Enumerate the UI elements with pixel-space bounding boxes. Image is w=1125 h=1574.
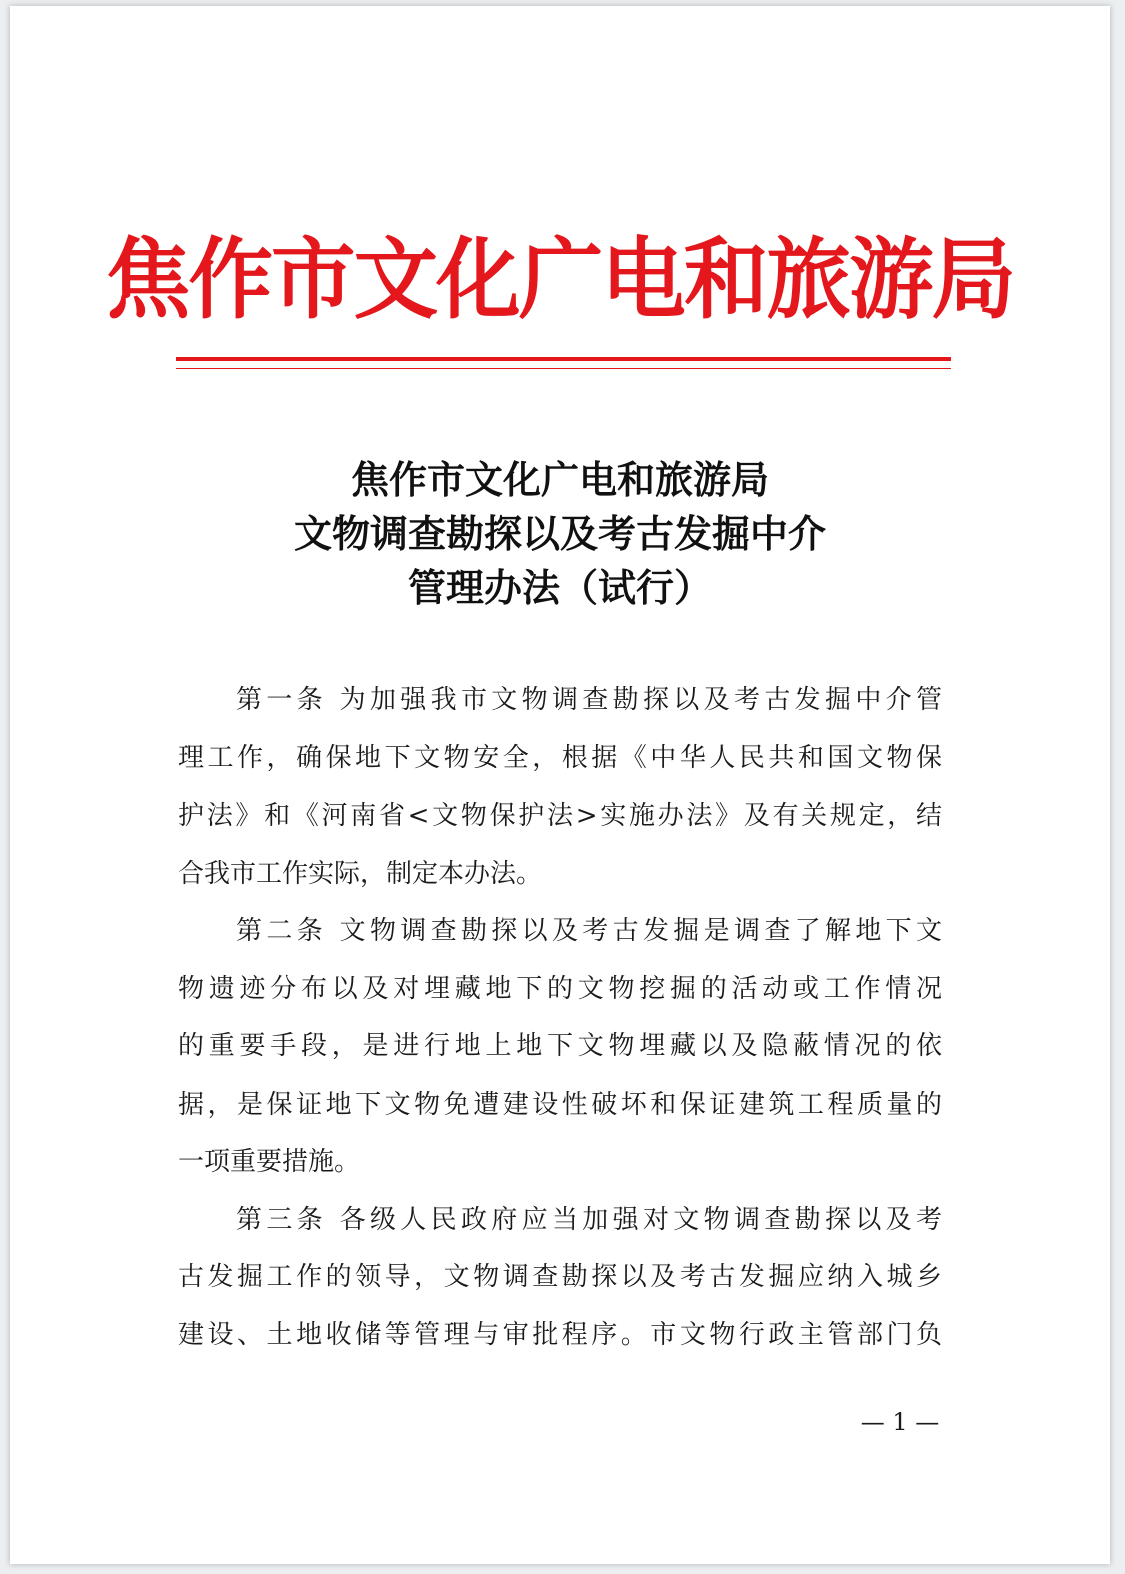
- article-2-line-1: 第二条 文物调查勘探以及考古发掘是调查了解地下文: [236, 916, 942, 946]
- article-2-line-5: 一项重要措施。: [178, 1147, 361, 1177]
- article-1-line-1: 第一条 为加强我市文物调查勘探以及考古发掘中介管: [236, 685, 942, 715]
- header-rule-thick: [176, 357, 951, 361]
- document-page: [10, 6, 1110, 1564]
- page-number: — 1 —: [860, 1408, 940, 1436]
- article-3-line-1: 第三条 各级人民政府应当加强对文物调查勘探以及考: [236, 1205, 942, 1235]
- article-1-line-4: 合我市工作实际，制定本办法。: [178, 859, 543, 889]
- article-2-line-2: 物遗迹分布以及对埋藏地下的文物挖掘的活动或工作情况: [178, 974, 942, 1004]
- title-line-3: 管理办法（试行）: [407, 565, 712, 610]
- header-rule-thin: [176, 368, 951, 369]
- article-3-line-3: 建设、土地收储等管理与审批程序。市文物行政主管部门负: [178, 1320, 942, 1350]
- article-3-line-2: 古发掘工作的领导，文物调查勘探以及考古发掘应纳入城乡: [178, 1262, 942, 1292]
- article-1-line-2: 理工作，确保地下文物安全，根据《中华人民共和国文物保: [178, 743, 942, 773]
- issuer-name: 焦作市文化广电和旅游局: [105, 227, 1015, 331]
- article-1-line-3: 护法》和《河南省<文物保护法>实施办法》及有关规定，结: [178, 801, 942, 831]
- article-2-line-4: 据，是保证地下文物免遭建设性破坏和保证建筑工程质量的: [178, 1090, 942, 1120]
- article-2-line-3: 的重要手段，是进行地上地下文物埋藏以及隐蔽情况的依: [178, 1031, 942, 1061]
- title-line-1: 焦作市文化广电和旅游局: [350, 457, 769, 502]
- title-line-2: 文物调查勘探以及考古发掘中介: [293, 511, 826, 556]
